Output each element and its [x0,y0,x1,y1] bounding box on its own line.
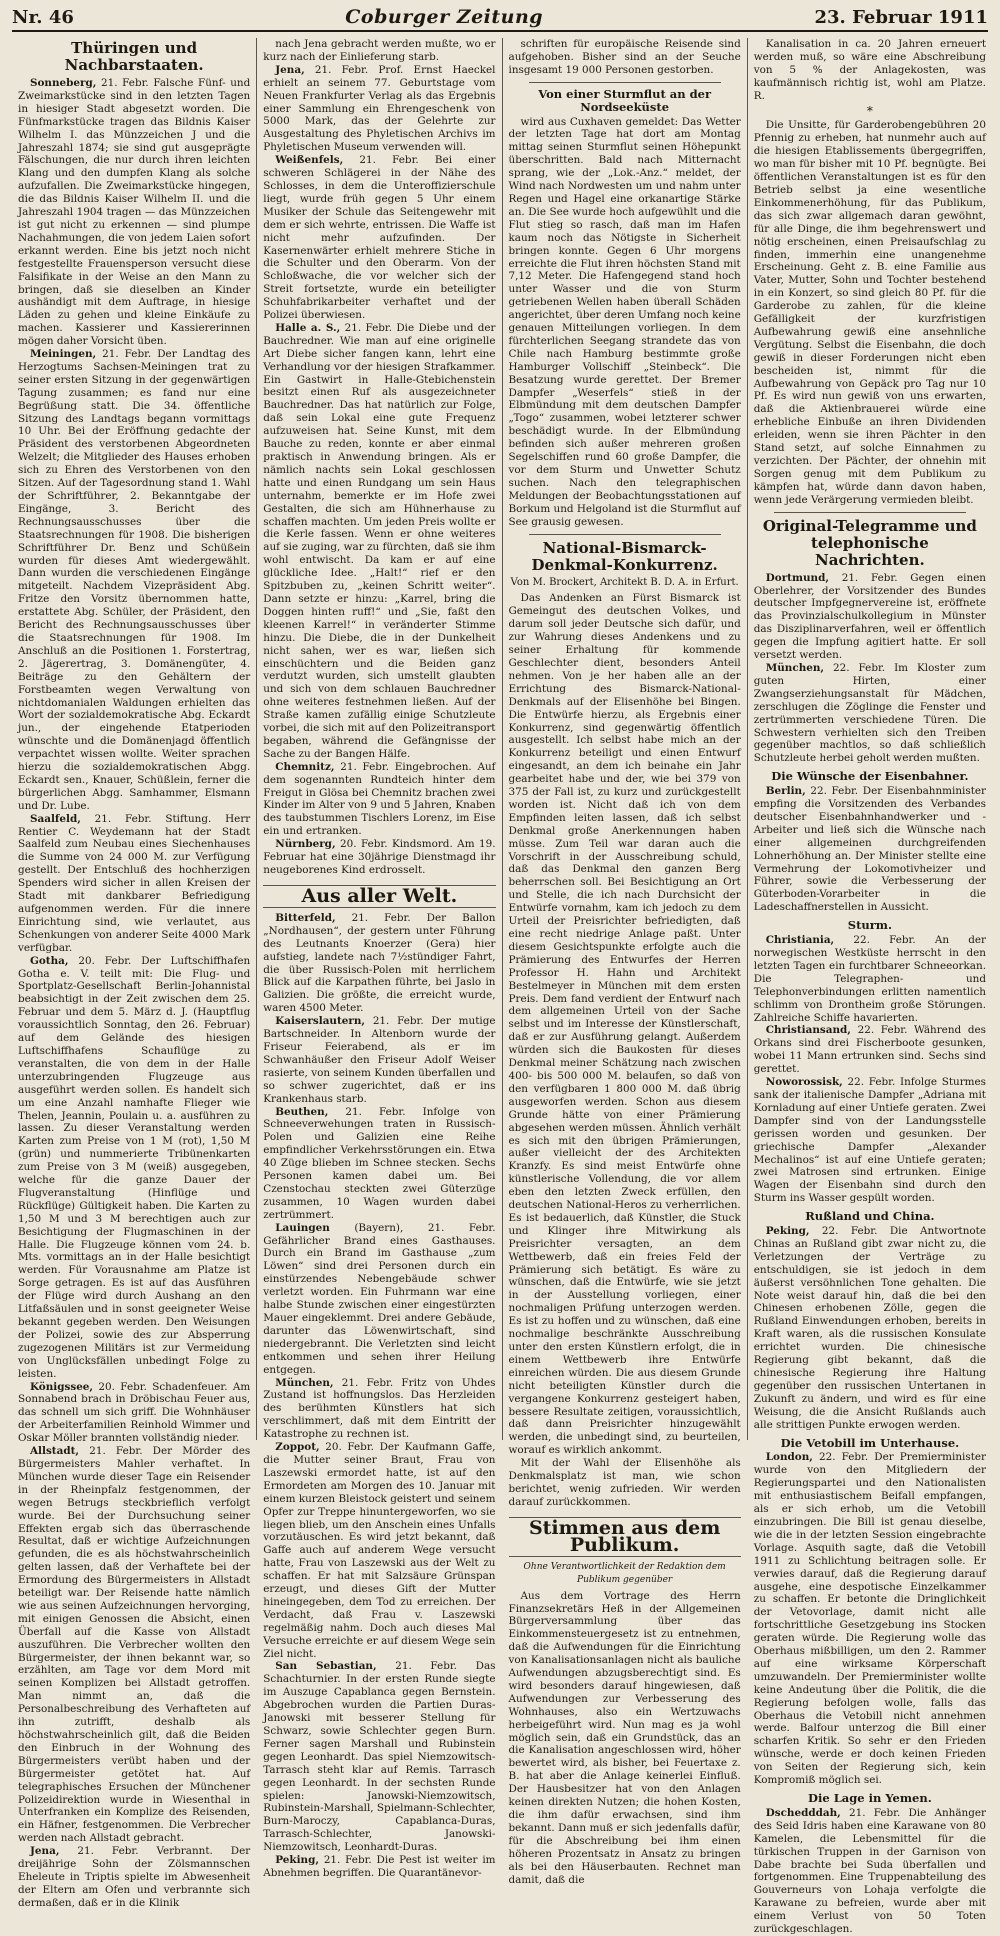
article-list [509,592,741,1508]
article-list [509,116,741,529]
article-paragraph [263,1441,495,1660]
article-text: (Bayern), 21. Febr. Gefährlicher Brand eines Gasthauses. Durch ein Brand im Gasthause „zum Löwen“ sind drei Personen durch ein einstürzendes Nebengebäude schwer verletzt worden. Ein Fuhrmann war eine halbe Stunde zwischen einer eingestürzten Mauer eingeklemmt. Drei andere Gebäude, darunter das Löwenwirtschaft, sind niedergebrannt. Die Verletzten sind leicht entkommen und sehen ihrer Heilung entgegen. [263,1221,496,1376]
dateline-place: Chemnitz, [275,760,335,773]
article-paragraph [754,934,986,1024]
article-paragraph [509,38,741,77]
dateline-place: Beuthen, [275,1105,329,1118]
article-text: 22. Febr. An der norwegischen Westküste herrscht in den letzten Tagen ein furchtbarer Schneeorkan. Die Telegraphen- und Telephonverbindungen erlitten namentlich schlimm von Drontheim große Störungen. Zahlreiche Schiffe havarierten. [753,934,986,1024]
article-paragraph [754,38,986,103]
article-paragraph [263,1854,495,1880]
article-paragraph [18,1845,250,1910]
dateline-place: Dschedddah, [765,1806,841,1819]
article-paragraph [263,912,495,1015]
dateline-place: München, [765,661,825,674]
dateline-place: Noworossisk, [765,1076,843,1089]
column-4 [748,38,992,1936]
article-text: 20. Febr. Schadenfeuer. Am Sonnabend brach in Dröbischau Feuer aus, das schnell um sich griff. Die Wohnhäuser der Arbeiterfamilien Reinhold Wimmer und Oskar Möller brannten vollständig nieder. [18,1380,251,1445]
article-text: 20. Febr. Kindsmord. Am 19. Februar hat eine 30jährige Dienstmagd ihr neugeborenes Kind erdrosselt. [263,838,496,876]
dateline-place: Christiansand, [765,1024,851,1037]
article-text: 21. Febr. Die Anhänger des Seid Idris haben eine Karawane von 80 Kamelen, die Lebensmittel für die türkischen Truppen in der Garnison von Dabe brachte bei Suda überfallen und fortgenommen. Eine Truppenabteilung des Gouverneurs von Lohaja verfolgte die Karawane zu befreien, wurde aber mit einem Verlust von 50 Toten zurückgeschlagen. [753,1806,986,1936]
article-text: 21. Febr. Fritz von Uhdes Zustand ist hoffnungslos. Das Herzleiden des berühmten Künstlers hat sich verschlimmert, daß mit dem Eintritt der Katastrophe zu rechnen ist. [263,1376,496,1441]
article-text: Mit der Wahl der Elisenhöhe als Denkmalsplatz ist man, wie schon berichtet, wenig zufrieden. Wir werden darauf zurückkommen. [508,1457,741,1508]
article-paragraph [18,813,250,955]
article-list [509,38,741,77]
article-text: 21. Febr. Prof. Ernst Haeckel erhielt an seinem 77. Geburtstage vom Neuen Frankfurter Verlag als das Ergebnis einer Sammlung ein Ehrengeschenk von 5000 Mark, das der Gelehrte zur Ausgestaltung des Phyletischen Archivs im Phyletischen Museum verwenden will. [263,63,496,154]
article-paragraph [263,322,495,761]
section-heading: Stimmen aus dem Publikum. [509,1517,741,1557]
divider [529,82,721,83]
article-text: schriften für europäische Reisende sind aufgehoben. Bisher sind an der Seuche insgesamt 19 000 Personen gestorben. [508,38,741,76]
article-paragraph [18,1381,250,1446]
column-3 [503,38,748,1886]
article-text: 20. Febr. Der Kaufmann Gaffe, die Mutter seiner Braut, Frau von Laszewski ermordet hatte, ist auf den Ermordeten am Morgen des 10. Januar mit einem kurzen Bleistock geistert und seinem Opfer zur Treppe hinuntergeworfen, wo sie liegen blieb, um den Anschein eines Unfalls vorzutäuschen. Es wird jetzt bekannt, daß Gaffe auch auf anderem Wege versucht hatte, Frau von Laszewski aus der Welt zu schaffen. Er hat mit Salzsäure Grünspan erzeugt, und dieses Gift der Mutter hineingegeben, dem Tod zu erreichen. Der Verdacht, daß Frau v. Laszewski regelmäßig nahm. Doch auch dieses Mal Versuche erreichte er auf diesem Wege sein Ziel nicht. [263,1441,496,1660]
article-paragraph [263,38,495,64]
article-text: 21. Febr. Die Diebe und der Bauchredner. Wie man auf eine originelle Art Diebe sicher fangen kann, lehrt eine Verhandlung vor der hiesigen Strafkammer. Ein Gastwirt in Halle-Gtebichenstein besitzt einen Ruf als ausgezeichneter Bauchredner. Das hat natürlich zur Folge, daß sein Lokal eine gute Frequenz aufzuweisen hat. Seine Kunst, mit dem Bauche zu reden, konnte er aber einmal praktisch in Anwendung bringen. Als er nämlich nachts sein Lokal geschlossen hatte und einen Rundgang um sein Haus unternahm, bemerkte er im Hofe zwei Gestalten, die sich am Hühnerhause zu schaffen machten. Um jeden Preis wollte er die Kerle fassen. Wenn er ohne weiteres auf sie zuging, war zu fürchten, daß sie ihm wohl entwischt. Da kam er auf eine glückliche Idee. „Halt!“ rief er den Spitzbuben zu, „keinen Schritt weiter“. Dann setzte er hinzu: „Karrel, bring die Doggen hinten ruff!“ und „Sie, faßt den kleenen Karrel!“ in veränderter Stimme hinzu. Die Diebe, die in der Dunkelheit nicht sahen, wer es war, ließen sich einschüchtern und die Beiden ganz verdutzt wurden, sich umstellt glaubten und sich von dem schlauen Bauchredner ohne weiteres festnehmen ließen. Auf der Straße kamen zufällig einige Schutzleute vorbei, die sich mit auf den Polizeitransport begaben, während die Gefängnisse der Sache zu der Bangen Hälfe. [263,321,496,760]
column-1 [12,38,257,1909]
article-text: 22. Febr. Infolge Sturmes sank der italienische Dampfer „Adriana mit Kornladung auf einer Untiefe geraten. Zwei Dampfer sind von der Landungsstelle gerissen worden und gesunken. Der griechische Dampfer „Alexander Mechalinos“ ist auf eine Untiefe geraten; zwei Matrosen sind ertrunken. Einige Wagen der Eisenbahn sind durch den Sturm ins Wasser gespült worden. [753,1076,986,1205]
dateline-place: Christiania, [765,934,835,947]
dateline-place: San Sebastian, [275,1660,377,1673]
article-list [263,38,495,877]
article-text: Das Andenken an Fürst Bismarck ist Gemeingut des deutschen Volkes, und darum soll jeder Deutsche sich dafür, und zur Wahrung dieses Andenkens und zu seiner Erhaltung für kommende Geschlechter dient, besonders Anteil nehmen. Von je her haben alle an der Errichtung des Bismarck-National-Denkmals auf der Elisenhöhe bei Bingen. Die Entwürfe hierzu, als Ergebnis einer Konkurrenz, sind gegenwärtig öffentlich ausgestellt. Ich selbst habe mich an der Konkurrenz beteiligt und einen Entwurf eingesandt, an dem ich beinahe ein Jahr gearbeitet habe und der, wie bei 379 von 375 der Fall ist, zu kurz und zurückgestellt worden ist. Nicht daß ich von dem Empfinden leiten lassen, daß ich selbst Denkmal große Anerkennungen haben müsse. Zum Teil war daran auch die Vorschrift in der Ausschreibung schuld, daß das Denkmal den ganzen Berg beherrschen soll. Bei Besichtigung an Ort und Stelle, die ich nach Durchsicht der Entwürfe vornahm, kam ich jedoch zu dem Urteil der Preisrichter befriedigten, daß eine recht niedrige Anlage paßt. Unter diesem Gesichtspunkte erfolgte auch die Prämierung des Entwurfes der Herren Professor H. Hahn und Architekt Bestelmeyer in München mit dem ersten Preis. Dem fand verdient der Entwurf nach dem allgemeinen Urteil von der Sache selbst und im Interesse der Künstlerschaft, daß er zur Ausführung gelangt. Außerdem würden sich die Baukosten für dieses Denkmal meiner Schätzung nach zwischen 400- bis 500 000 M. belaufen, so daß von den verfügbaren 1 800 000 M. daß übrig ausgeworfen werden. Schon aus diesem Grunde hätte von einer Prämierung abgesehen werden müssen. Ähnlich verhält es sich mit den übrigen Prämierungen, außer vielleicht der des Architekten Kranzfy. Es sind meist Entwürfe ohne künstlerische Vollendung, die vor allem eben den letzten Zweck erfüllen, den deutschen National-Heros zu verherrlichen. Es ist bedauerlich, daß Künstler, die Stuck und Klinger ihre Mitwirkung als Preisrichter versagten, an dem Wettbewerb, daß ein freies Feld der Prämierung sich betätigt. Es wäre zu wünschen, daß die Entwürfe, wie sie jetzt in der Ausstellung vorliegen, einer nochmaligen Prüfung unterzogen werden. Es ist zu hoffen und zu wünschen, daß eine nochmalige beschränkte Ausschreibung unter den ersten Künstlern erfolgt, die in einem Wettbewerb ihre Entwürfe einreichen würden. Die aus diesem Grunde nicht beteiligten Künstler durch die vergangene Konkurrenz gesteigert haben, bessere Resultate zeitigen, voraussichtlich, daß dann Preisrichter hinzugewählt werden, die unbedingt sind, zu beurteilen, worauf es wirklich ankommt. [508,592,741,1457]
article-paragraph [754,785,986,914]
article-text: 21. Febr. Die Pest ist weiter im Abnehmen begriffen. Die Quarantänevor- [263,1854,496,1879]
article-paragraph [754,1076,986,1205]
byline: Von M. Brockert, Architekt B. D. A. in Erfurt. [510,576,739,588]
dateline-place: Saalfeld, [30,812,81,825]
article-paragraph [754,572,986,662]
article-paragraph [754,1225,986,1432]
article-list [754,1451,986,1787]
article-paragraph [263,1222,495,1377]
article-list [263,912,495,1880]
issue-date: 23. Februar 1911 [814,6,988,28]
article-paragraph [754,662,986,765]
article-text: 22. Febr. Während des Orkans sind drei Fischerboote gesunken, wobei 11 Mann ertrunken sind. Sechs sind gerettet. [753,1024,986,1076]
article-list [754,119,986,506]
article-paragraph [509,1590,741,1887]
divider [774,512,966,513]
article-text: 22. Febr. Im Kloster zum guten Hirten, einer Zwangserziehungsanstalt für Mädchen, zerschlugen die Zöglinge die Fenster und zertrümmerten verschiedene Türen. Die Schwestern verhielten sich den Treiben gegenüber machtlos, so daß schließlich Schutzleute herbei geholt werden mußten. [753,661,986,765]
article-paragraph [18,348,250,813]
article-heading: Die Wünsche der Eisenbahner. [771,769,969,784]
article-text: 21. Febr. Das Schachturnier. In der ersten Runde siegte im Auszuge Capablanca gegen Bernstein. Abgebrochen wurden die Partien Duras-Janowski mit besserer Stellung für Schwarz, sowie Schlechter gegen Burn. Ferner sagen Marshall und Rubinstein gegen Leonhardt. Das spiel Niemzowitsch-Tarrasch steht klar auf Remis. Tarrasch gegen Leonhardt. In der sechsten Runde spielen: Janowski-Niemzowitsch, Rubinstein-Marshall, Spielmann-Schlechter, Burn-Maroczy, Capablanca-Duras, Tarrasch-Schlechter, Janowski-Niemzowitsch, Leonhardt-Duras. [263,1660,496,1854]
article-paragraph [263,154,495,322]
article-list [754,934,986,1205]
article-text: 21. Febr. Stiftung. Herr Rentier C. Weydemann hat der Stadt Saalfeld zum Neubau eines Siechenhauses die Summe von 24 000 M. zur Verfügung gestellt. Der Entschluß des hochherzigen Spenders wird sicher in allen Kreisen der Stadt mit dankbarer Befriedigung aufgenommen werden. Für die innere Einrichtung sind, wie verlautet, aus Schenkungen von anderer Seite 4000 Mark verfügbar. [18,812,251,954]
article-heading: Die Vetobill im Unterhause. [780,1435,960,1450]
article-text: 21. Febr. Bei einer schweren Schlägerei in der Nähe des Schlosses, in dem die Unteroffizierschule liegt, wurde früh gegen 5 Uhr einem Musiker der Schule das Seitengewehr mit dem er sich wehrte, entrissen. Die Waffe ist nicht mehr aufzufinden. Der Kasernenwärter erhielt mehrere Stiche in die Schulter und den Oberarm. Von der Schloßwache, die vor welcher sich der Streit fortsetzte, wurde ein beteiligter Schuhfabrikarbeiter verhaftet und der Polizei überwiesen. [263,154,496,322]
article-text: 21. Febr. Der Ballon „Nordhausen“, der gestern unter Führung des Leutnants Knoerzer (Gera) hier aufstieg, landete nach 7½stündiger Fahrt, die über Russisch-Polen mit herrlichem Blick auf die Karpathen führte, bei Jaslo in Galizien. Die größte, die erreicht wurde, waren 4500 Meter. [263,911,496,1015]
dateline-place: Lauingen [275,1221,330,1234]
article-text: Die Unsitte, für Garderobengebühren 20 Pfennig zu erheben, hat nunmehr auch auf die hiesigen Etablissements übergegriffen, wo man für bisher mit 10 Pf. begnügte. Bei öffentlichen Veranstaltungen ist es für den Betrieb selbst ja eine wesentliche Einkommenerhöhung, für das Publikum, das sich zwar allgemach daran gewöhnt, für alle Dinge, die ihm begehrenswert und nötig erscheinen, einen Preisaufschlag zu finden, immerhin eine unangenehme Erscheinung. Geht z. B. eine Familie aus Vater, Mutter, Sohn und Tochter bestehend in ein Konzert, so sind gleich 80 Pf. für die Garderobe zu zahlen, für die kleine Gefälligkeit der kurzfristigen Aufbewahrung gewiß eine ansehnliche Vergütung. Selbst die Eisenbahn, die doch gewiß in dieser Forderungen nicht eben bescheiden ist, nimmt für die Aufbewahrung von Gepäck pro Tag nur 10 Pf. Es wird nun gewiß von uns erwarten, daß die Aktienbrauerei würde eine erhebliche Einbuße an ihren Dividenden erleiden, wenn sie ihren Pächter in den Stand setzt, auf solche Einnahmen zu verzichten. Der Pächter, der ohnehin mit Sorgen genug mit dem Publikum zu kämpfen hat, würde dann davon haben, wenn jede Verärgerung vermieden bleibt. [753,119,986,506]
section-heading: Original-Telegramme und telephonische Nachrichten. [762,516,977,569]
article-text: 21. Febr. Gegen einen Oberlehrer, der Vorsitzender des Bundes deutscher Impfgegnervereine ist, eröffnete das Provinzialschulkollegium in Münster das Disziplinarverfahren, weil er öffentlich gegen die Impfung agitiert hatte. Er soll versetzt werden. [753,571,986,662]
article-text: 21. Febr. Der mutige Bartschneider. In Altenborn wurde der Friseur Feierabend, als er im Schwanhäußer den Friseur Adolf Weiser rasierte, von seinem Kunden überfallen und so schwer zugerichtet, daß er ins Krankenhaus starb. [263,1015,496,1105]
article-text: Aus dem Vortrage des Herrn Finanzsekretärs Heß in der Allgemeinen Bürgerversammlung über das Einkommensteuergesetz ist zu entnehmen, daß die Aufwendungen für die Einrichtung von Kanalisationsanlagen nicht als bauliche Aufwendungen abzugsberechtigt sind. Es wird besonders darauf hingewiesen, daß Aufwendungen zur Verbesserung des Wohnhauses, also ein Wertzuwachs herbeigeführt wird. Nun mag es ja wohl möglich sein, daß ein Grundstück, das an die Kanalisation angeschlossen wird, höher bewertet wird, als bisher, bei Feuertaxe z. B. hat aber die Anlage keinerlei Einfluß. Der Hausbesitzer hat von den Anlagen keinen direkten Nutzen; die hohen Kosten, die ihm dafür erwachsen, sind ihm bekannt. Dann muß er sich jedenfalls dafür, für die Abschreibung bei ihm einen höheren Prozentsatz in Ansatz zu bringen als bei den Häuserbauten. Rechnet man damit, daß die [508,1589,741,1886]
dateline-place: Peking, [275,1854,319,1867]
columns [12,38,992,1936]
article-paragraph [263,1015,495,1105]
article-text: wird aus Cuxhaven gemeldet: Das Wetter der letzten Tage hat dort am Montag mittag seinen Sturmflut seinen Höhepunkt überschritten. Bald nach Mitternacht sprang, wie der „Lok.-Anz.“ meldet, der Wind nach Nordwesten um und nahm unter Regen und Hagel eine orkanartige Stärke an. Die See wurde hoch aufgewühlt und die Flut stieg so rasch, daß man im Hafen kaum noch das Nötigste in Sicherheit bringen konnte. Gegen 6 Uhr morgens erreichte die Flut ihren höchsten Stand mit 7,12 Meter. Die Hafengegend stand hoch unter Wasser und die von Sturm getriebenen Wellen haben überall Schäden angerichtet, über deren Umfang noch keine genauen Mitteilungen vorliegen. In dem fürchterlichen Seegang strandete das von Chile nach Hamburg bestimmte große Hamburger Vollschiff „Steinbeck“. Die Besatzung wurde gerettet. Der Bremer Dampfer „Weserfels“ stieß in der Elbmündung mit dem deutschen Dampfer „Togo“ zusammen, wobei letzterer schwer beschädigt wurde. In der Elbmündung befinden sich außer mehreren großen Segelschiffen rund 60 große Dampfer, die vor dem Sturm und Unwetter Schutz suchen. Nach den telegraphischen Meldungen der Beobachtungsstationen auf Borkum und Helgoland ist die Sturmflut auf See grausig gewesen. [508,115,741,528]
article-paragraph [18,955,250,1381]
article-paragraph [754,1807,986,1936]
dateline-place: Jena, [30,1845,60,1858]
article-paragraph [754,119,986,506]
article-text: 20. Febr. Der Luftschiffhafen Gotha e. V. teilt mit: Die Flug- und Sportplatz-Gesellschaft Berlin-Johannistal beabsichtigt in der Zeit zwischen dem 25. Februar und dem 5. März d. J. (Hauptflug voraussichtlich Sonntag, den 26. Februar) auf dem Gelände des hiesigen Luftschiffhafens Schauflüge zu veranstalten, die von dem in der Halle unterzubringenden Flugzeuge aus ausgeführt werden sollen. Es handelt sich um eine Anzahl namhafte Flieger wie Thelen, Jeannin, Poulain u. a. ausführen zu lassen. Zu dieser Veranstaltung werden Karten zum Preise von 1 M (rot), 1,50 M (grün) und nummerierte Tribünenkarten zum Preise von 3 M (weiß) ausgegeben, welche für die ganze Dauer der Flugveranstaltung (Hinflüge und Rückflüge) Gültigkeit haben. Die Karten zu 1,50 M und 3 M berechtigen auch zur Besichtigung der Flugmaschinen in der Halle. Die Flugzeuge können vom 24. b. Mts. vormittags an in der Halle besichtigt werden. Für Vorausnahme am Platze ist Sorge getragen. Es ist auf das Ausführen der Flüge wird durch Aushang an den Litfaßsäulen und in sonst geeigneter Weise bekannt gegeben werden. Den Weisungen der Polizei, sowie des zur Absperrung zugezogenen Militärs ist zur Vermeidung von Unglücksfällen unbedingt Folge zu leisten. [18,954,251,1380]
article-text: 21. Febr. Eingebrochen. Auf dem sogenannten Rundteich hinter dem Freigut in Glösa bei Chemnitz brachen zwei Kinder im Alter von 9 und 5 Jahren, Knaben des taubstummen Tischlers Lorenz, im Eise ein und ertranken. [263,760,496,838]
dateline-place: Jena, [275,63,305,76]
article-text: 21. Febr. Der Mörder des Bürgermeisters Mahler verhaftet. In München wurde dieser Tage ein Reisender in der Rheinpfalz festgenommen, der wegen Betrugs steckbrieflich verfolgt wurde. Bei der Durchsuchung seiner Effekten ergab sich das überraschende Resultat, daß er wichtige Aufzeichnungen gefunden, die es als höchstwahrscheinlich gelten lassen, daß der Verhaftete bei der Ermordung des Bürgermeisters in Allstadt beteiligt war. Der Reisende hatte nämlich wie aus seinen Aufzeichnungen hervorging, mit einigen Genossen die Absicht, einen Überfall auf die Kasse von Allstadt auszuführen. Die Verbrecher wollten den Bürgermeister, der ihnen bekannt war, so erzählten, am Tage vor dem Mord mit seinen Komplizen bei Allstadt getroffen. Man nimmt an, daß die Personalbeschreibung des Verhafteten auf ihn zutrifft, deshalb als höchstwahrscheinlich gilt, daß die Beiden den Einbruch in der Wohnung des Bürgermeisters verübt haben und der Bürgermeister getötet hat. Auf telegraphisches Ersuchen der Münchener Polizeidirektion wurde in Wiesenthal in Unterfranken ein Komplize des Reisenden, ein Häfner, festgenommen. Die Verbrecher werden nach Allstadt gebracht. [18,1445,251,1845]
dateline-place: Nürnberg, [275,838,336,851]
dateline-place: München, [275,1376,334,1389]
article-text: 22. Febr. Die Antwortnote Chinas an Rußland gibt zwar nicht zu, die Verletzungen der Verträge zu entschuldigen, sie ist jedoch in dem äußerst versöhnlichen Tone gehalten. Die Note weist darauf hin, daß die bei den Chinesen erhobenen Zölle, gegen die Rußland Einwendungen erhoben, bereits in Kraft waren, als die russischen Konsulate errichtet wurden. Die chinesische Regierung gibt bekannt, daß die chinesische Regierung ihre Haltung gegenüber den russischen Untertanen in Zukunft zu ändern, und wird es für eine Weisung, die die Ansicht Rußlands auch alle strittigen Punkte erwogen werden. [753,1225,986,1431]
subnote: Ohne Verantwortlichkeit der Redaktion dem Publikum gegenüber [523,1561,726,1585]
article-text: 22. Febr. Der Premierminister wurde von den Mitgliedern der Regierungspartei und den Nationalisten mit enthusiastischem Beifall empfangen, als er sich erhob, um die Vetobill einzubringen. Die Bill ist genau dieselbe, wie die in der letzten Session eingebrachte Vorlage. Asquith sagte, daß die Vetobill 1911 zu Schlichtung beitragen solle. Er verwies darauf, daß die Regierung darauf ausgehe, eine despotische Einzelkammer zu schaffen. Er betonte die Dringlichkeit der Vetovorlage, damit nicht alle fortschrittliche Gesetzgebung ins Stocken geraten würde. Die Regierung wolle das Oberhaus mißbilligen, um den 2. Rammer auf eine wirksame Körperschaft umzuwandeln. Der Premierminister wollte keine Andeutung über die Politik, die die Regierung befolgen wolle, falls das Oberhaus die Vetobill nicht annehmen werde. Balfour unterzog die Bill einer scharfen Kritik. So sehr er den Frieden wünsche, werde er doch keinen Frieden von Seiten der Regierung sich, kein Kompromiß möglich sei. [753,1451,986,1787]
article-list [509,1590,741,1887]
dateline-place: Bitterfeld, [275,911,336,924]
newspaper-title: Coburger Zeitung [345,6,544,28]
article-paragraph [509,116,741,529]
article-paragraph [263,761,495,838]
dateline-place: Sonneberg, [30,77,97,89]
article-text: 21. Febr. Verbrannt. Der dreijährige Sohn der Zölsmannschen Eheleute in Triptis spielte im Abwesenheit der Eltern am Ofen und verbrannte sich dermaßen, daß er in die Klinik [18,1845,251,1909]
article-paragraph [18,1445,250,1845]
article-paragraph [263,1106,495,1222]
article-heading: Sturm. [847,918,892,933]
column-2 [257,38,502,1879]
article-heading: Die Lage in Yemen. [808,1791,932,1805]
article-heading: Rußland und China. [805,1209,935,1224]
article-paragraph [263,838,495,877]
article-list [754,572,986,766]
dateline-place: Peking, [765,1225,810,1238]
article-text: nach Jena gebracht werden mußte, wo er kurz nach der Einlieferung starb. [263,38,496,63]
article-list [754,785,986,914]
article-paragraph [754,1451,986,1787]
article-paragraph [754,1024,986,1076]
issue-number: Nr. 46 [12,6,74,28]
section-heading: National-Bismarck-Denkmal-Konkurrenz. [531,538,718,574]
article-heading: Von einer Sturmflut an der Nordseeküste [538,86,712,114]
article-text: 21. Febr. Falsche Fünf- und Zweimarkstücke sind in den letzten Tagen in hiesiger Stadt abgesetzt worden. Die Fünfmarkstücke tragen das Bildnis Kaiser Wilhelm I. das Münzzeichen J und die Jahreszahl 1874; sie sind gut ausgeprägte Fälschungen, die nur durch ihren leichten Klang und den dumpfen Klang als solche aufzufallen. Die Zweimarkstücke hingegen, die das Bildnis Kaiser Wilhelm II. und die Jahreszahl 1904 tragen — das Münzzeichen ist gut nicht zu erkennen — sind plumpe Nachahmungen, die von jedem Laien sofort erkannt werden. Eine bis jetzt noch nicht festgestellte Frauensperson versucht diese Falsifikate in der Weise an den Mann zu bringen, daß sie dieselben an Kinder aushändigt mit dem Auftrage, in hiesige Läden zu gehen und kleine Einkäufe zu machen. Kassierer und Kassiererinnen mögen daher Vorsicht üben. [18,77,251,348]
dateline-place: Zoppot, [275,1441,320,1454]
section-heading: Aus aller Welt. [263,885,495,908]
dateline-place: Dortmund, [765,571,829,584]
dateline-place: Kaiserslautern, [275,1015,366,1028]
section-heading: Thüringen und Nachbarstaaten. [64,39,204,74]
dateline-place: London, [765,1451,813,1464]
dateline-place: Meiningen, [30,348,97,361]
article-paragraph [263,1660,495,1854]
masthead [12,4,988,32]
article-list [754,1225,986,1432]
article-paragraph [509,592,741,1457]
dateline-place: Königssee, [30,1380,94,1393]
separator-star: * [866,103,873,118]
dateline-place: Halle a. S., [275,321,341,334]
article-text: Kanalisation in ca. 20 Jahren erneuert werden muß, so wäre eine Abschreibung von 5 % der Anlagekosten, was kaufmännisch richtig ist, wohl am Platze. R. [753,38,986,102]
article-paragraph [18,77,250,348]
article-paragraph [509,1457,741,1509]
dateline-place: Gotha, [30,954,69,967]
dateline-place: Berlin, [765,785,806,798]
article-text: 21. Febr. Infolge von Schneeverwehungen traten in Russisch-Polen und Galizien eine Reihe empfindlicher Verkehrsstörungen ein. Etwa 40 Züge blieben im Schnee stecken. Sechs Personen kamen dabei um. Bei Czenstochau steckten zwei Güterzüge zusammen, 10 Wagen wurden dabei zertrümmert. [263,1105,496,1221]
article-list [18,77,250,1910]
divider [529,534,721,535]
dateline-place: Allstadt, [30,1445,80,1458]
article-list [754,1807,986,1936]
article-list [754,38,986,103]
dateline-place: Weißenfels, [275,154,344,167]
article-text: 22. Febr. Der Eisenbahnminister empfing die Vorsitzenden des Verbandes deutscher Eisenbahnhandwerker und -Arbeiter und ließ sich die Wünsche nach einer allgemeinen durchgreifenden Lohnerhöhung an. Der Minister stellte eine Vermehrung der Lokomotivheizer und Führer, sowie die Verbesserung der Güterboden-Vorarbeiter in die Ladeschaffnerstellen in Aussicht. [753,785,987,914]
article-paragraph [263,64,495,154]
article-text: 21. Febr. Der Landtag des Herzogtums Sachsen-Meiningen trat zu seiner ersten Sitzung in der gegenwärtigen Tagung zusammen; es fand nur eine Begrüßung statt. Die 34. öffentliche Sitzung des Landtags begann vormittags 10 Uhr. Bei der Eröffnung gedachte der Präsident des verstorbenen Abgeordneten Welzelt; die Mitglieder des Hauses erhoben sich zu Ehren des Verstorbenen von den Sitzen. Auf der Tagesordnung stand 1. Wahl der Schriftführer, 2. Bekanntgabe der Eingänge, 3. Bericht des Rechnungsausschusses über die Staatsrechnungen für 1908. Die bisherigen Schriftführer Dr. Benz und Schüßein wurden für dieses Amt wiedergewählt. Dann wurden die verschiedenen Eingänge mitgeteilt. Nachdem Vizepräsident Abg. Fritze den Vorsitz übernommen hatte, erstattete Abg. Schüler, der Präsident, den Bericht des Rechnungsausschusses über die Staatsrechnungen für 1908. Im Anschluß an die Positionen 1. Forstertrag, 2. Jägerertrag, 3. Domänengüter, 4. Beiträge zu den Gehältern der Forstbeamten wegen Verwaltung von nichtdomanialen Waldungen erhielten das Wort der sozialdemokratische Abg. Eckardt jun., der eingehende Etatperioden wünschte und die Domänenjagd öffentlich verpachtet wissen wollte. Weiter sprachen hierzu die sozialdemokratischen Abgg. Eckardt sen., Knauer, Schüßlein, ferner die bürgerlichen Abgg. Samhammer, Elsmann und Dr. Lube. [18,348,251,812]
article-paragraph [263,1377,495,1442]
